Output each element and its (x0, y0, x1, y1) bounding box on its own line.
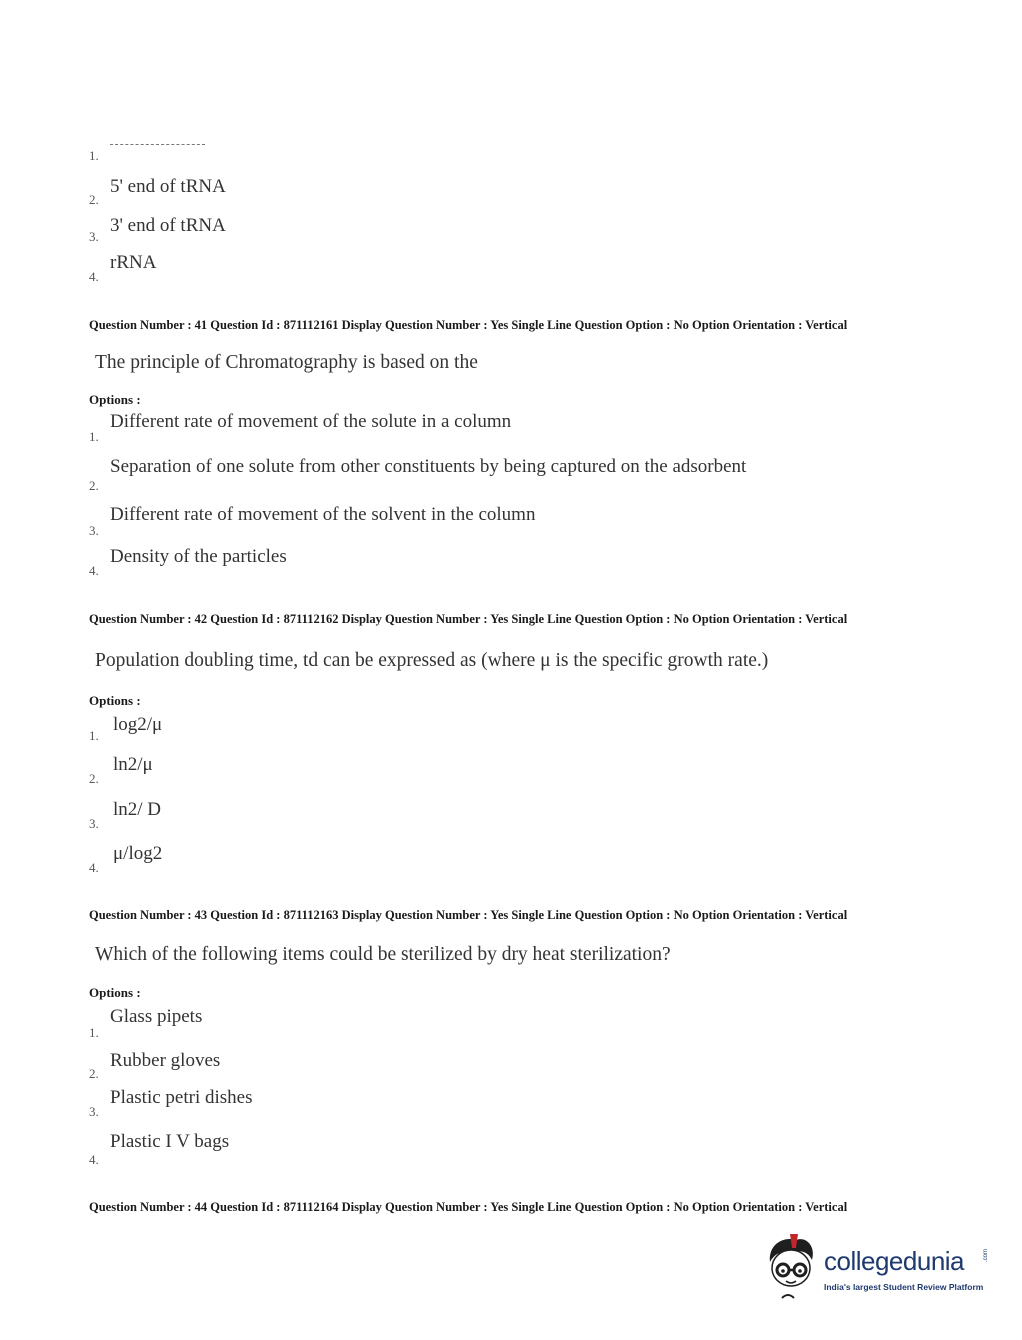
option-text: 5' end of tRNA (110, 176, 226, 197)
option-text: Different rate of movement of the solute in a column (110, 411, 512, 432)
option-text: μ/log2 (113, 843, 163, 864)
option-number: 2. (89, 1066, 99, 1081)
option-number: 4. (89, 1152, 99, 1167)
option-text: rRNA (110, 252, 157, 273)
option-number: 3. (89, 523, 99, 538)
student-mascot-icon (762, 1232, 822, 1302)
option-text: Separation of one solute from other constituents by being captured on the adsorbent (110, 456, 747, 477)
option-text: Plastic petri dishes (110, 1087, 253, 1108)
option-number: 3. (89, 229, 99, 244)
option-number: 1. (89, 728, 99, 743)
question-meta: Question Number : 42 Question Id : 871112162 Display Question Number : Yes Single Line Question Option : No Option Orientation : Vertical (89, 612, 848, 626)
option-text: Glass pipets (110, 1006, 203, 1027)
option-number: 2. (89, 771, 99, 786)
logo-suffix: .com (983, 1248, 989, 1262)
question-text: Which of the following items could be sterilized by dry heat sterilization? (95, 944, 671, 965)
option-number: 2. (89, 192, 99, 207)
option-text: log2/μ (113, 714, 163, 735)
option-text: 3' end of tRNA (110, 215, 226, 236)
option-text: Plastic I V bags (110, 1131, 230, 1152)
option-number: 2. (89, 478, 99, 493)
cut-off-text-fragment (110, 144, 205, 145)
options-label: Options : (89, 985, 141, 1000)
option-text: Rubber gloves (110, 1050, 221, 1071)
option-number: 1. (89, 1025, 99, 1040)
option-text: Different rate of movement of the solvent in the column (110, 504, 536, 525)
options-label: Options : (89, 693, 141, 708)
option-number: 3. (89, 1104, 99, 1119)
option-number: 4. (89, 269, 99, 284)
option-number: 3. (89, 816, 99, 831)
options-label: Options : (89, 392, 141, 407)
question-text: The principle of Chromatography is based on the (95, 352, 478, 373)
option-number: 1. (89, 148, 99, 163)
question-meta: Question Number : 43 Question Id : 871112163 Display Question Number : Yes Single Line Question Option : No Option Orientation : Vertical (89, 908, 848, 922)
option-number: 1. (89, 429, 99, 444)
option-text: ln2/ D (113, 799, 162, 820)
logo-wordmark: collegedunia (824, 1246, 965, 1276)
question-text: Population doubling time, td can be expressed as (where μ is the specific growth rate.) (95, 650, 769, 671)
option-number: 4. (89, 860, 99, 875)
question-meta: Question Number : 44 Question Id : 871112164 Display Question Number : Yes Single Line Question Option : No Option Orientation : Vertical (89, 1200, 848, 1214)
option-text: ln2/μ (113, 754, 153, 775)
question-meta: Question Number : 41 Question Id : 871112161 Display Question Number : Yes Single Line Question Option : No Option Orientation : Vertical (89, 318, 848, 332)
option-text: Density of the particles (110, 546, 287, 567)
option-number: 4. (89, 563, 99, 578)
logo-tagline: India's largest Student Review Platform (824, 1282, 984, 1292)
collegedunia-logo (762, 1232, 992, 1302)
